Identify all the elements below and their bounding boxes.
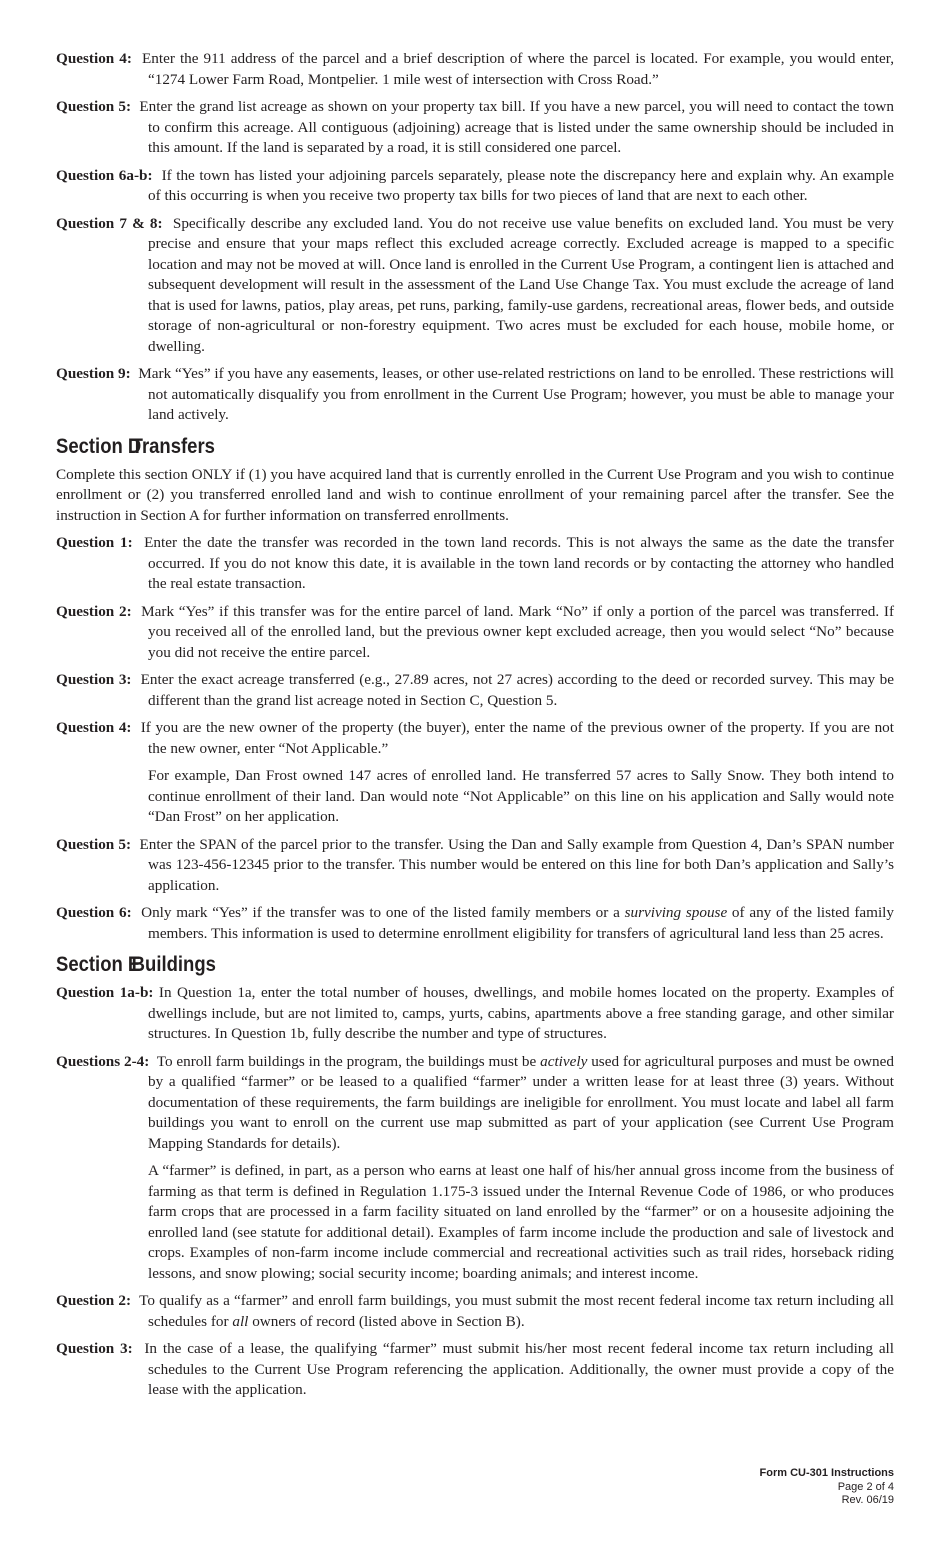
question-label: Question 2:	[56, 1292, 132, 1309]
question-text: Mark “Yes” if you have any easements, leases, or other use-related restrictions on land to be enrolled. These restrictions will not automatically disqualify you from enrollment in the Current Use Program; however, you must be able to manage your land actively.	[138, 365, 895, 423]
question-text: Mark “Yes” if this transfer was for the entire parcel of land. Mark “No” if only a portion of the parcel was transferred. If you received all of the enrolled land, but the previous owner kept excluded acreage, then you would select “No” because you did not receive the entire parcel.	[141, 602, 894, 661]
question-item	[56, 364, 894, 426]
question-text: Enter the date the transfer was recorded in the town land records. This is not always the same as the date the transfer occurred. If you do not know this date, it is available in the town land records or by contacting the attorney who handled the real estate transaction.	[144, 534, 895, 592]
question-label: Question 3:	[56, 1340, 133, 1357]
question-text: Enter the exact acreage transferred (e.g., 27.89 acres, not 27 acres) according to the deed or recorded survey. This may be different than the grand list acreage noted in Section C, Question 5.	[140, 671, 894, 709]
question-label: Question 1a-b:	[56, 984, 154, 1001]
question-item	[56, 718, 894, 759]
question-label: Questions 2-4:	[56, 1052, 150, 1070]
question-text: To enroll farm buildings in the program, the buildings must be	[156, 1052, 541, 1070]
question-label: Question 6a-b:	[56, 166, 153, 184]
question-item	[56, 533, 894, 595]
question-text: Enter the 911 address of the parcel and a brief description of where the parcel is located. For example, you would enter, “1274 Lower Farm Road, Montpelier. 1 mile west of intersection with Cross Road.”	[142, 50, 894, 88]
question-text: Specifically describe any excluded land. You do not receive use value benefits on excluded land. You must be very precise and ensure that your maps reflect this excluded acreage correctly. Excluded acreage is mapped to a specific location and may not be moved at will. Once land is enrolled in the Current Use Program, a contingent lien is attached and subsequent development will result in the assessment of the Land Use Change Tax. You must exclude the acreage of land that is used for lawns, patios, play areas, pet runs, parking, family-use gardens, recreational areas, flower beds, and outside storage of non-agricultural or non-forestry equipment. Two acres must be excluded for each house, mobile home, or dwelling.	[148, 214, 895, 355]
question-item	[56, 903, 894, 944]
question-item	[56, 670, 894, 711]
question-text: Enter the SPAN of the parcel prior to the transfer. Using the Dan and Sally example from Question 4, Dan’s SPAN number was 123-456-12345 prior to the transfer. This number would be entered on this line for both Dan’s application and Sally’s application.	[139, 835, 894, 894]
question-item	[56, 49, 894, 90]
question-label: Question 9:	[56, 365, 131, 382]
question-text: If you are the new owner of the property (the buyer), enter the name of the previous owner of the property. If you are not the new owner, enter “Not Applicable.”	[140, 719, 894, 757]
question-item	[56, 97, 894, 159]
question-text: Only mark “Yes” if the transfer was to one of the listed family members or a	[141, 904, 625, 921]
question-example: For example, Dan Frost owned 147 acres of enrolled land. He transferred 57 acres to Sally Snow. They both intend to continue enrollment of their land. Dan would note “Not Applicable” on this line on his application and Sally would note “Dan Frost” on her application.	[148, 767, 894, 825]
question-label: Question 5:	[56, 98, 132, 115]
question-label: Question 7 & 8:	[56, 214, 163, 232]
section-e-heading	[56, 951, 777, 977]
question-item	[56, 835, 894, 897]
section-title: Buildings	[131, 952, 216, 976]
page-number: Page 2 of 4	[837, 1480, 894, 1493]
question-text: In the case of a lease, the qualifying “farmer” must submit his/her most recent federal income tax return including all schedules to the Current Use Program referencing the application. Additionally, the owner must provide a copy of the lease with the application.	[144, 1340, 894, 1398]
question-label: Question 4:	[56, 50, 132, 67]
question-text: To qualify as a “farmer” and enroll farm buildings, you must submit the most recent federal income tax return including all schedules for	[139, 1292, 894, 1330]
question-item	[56, 214, 894, 358]
section-d-intro: Complete this section ONLY if (1) you have acquired land that is currently enrolled in the Current Use Program and you wish to continue enrollment or (2) you transferred enrolled land and wish to continue enrollment of your remaining parcel after the transfer. See the instruction in Section A for further information on transferred enrollments.	[56, 465, 894, 524]
question-label: Question 4:	[56, 719, 132, 736]
section-title: Transfers	[131, 433, 215, 458]
question-item	[56, 983, 894, 1045]
emphasis-text: surviving spouse	[624, 904, 728, 921]
question-text: If the town has listed your adjoining parcels separately, please note the discrepancy here and explain why. An example of this occurring is when you receive two property tax bills for two pieces of land that are next to each other.	[148, 166, 895, 204]
page-footer	[760, 1467, 894, 1508]
question-text: of any of the listed family members. This information is used to determine enrollment eligibility for transfers of agricultural land less than 25 acres.	[148, 904, 894, 942]
farmer-definition: A “farmer” is defined, in part, as a person who earns at least one half of his/her annual gross income from the business of farming as that term is defined in Regulation 1.175-3 issued under the Internal Revenue Code of 1986, or who produces farm crops that are processed in a farm facility situated on land enrolled by the “farmer” or on a housesite adjoining the enrolled land (see statute for additional detail). Examples of farm income include the production and sale of livestock and crops. Examples of non-farm income include commercial and recreational activities such as trail rides, horseback riding lessons, and snow plowing; social security income; boarding animals; and interest income.	[148, 1162, 894, 1282]
question-item	[56, 1291, 894, 1332]
question-item	[56, 1052, 894, 1155]
question-label: Question 5:	[56, 835, 132, 853]
question-text: owners of record (listed above in Section B).	[248, 1312, 525, 1330]
section-number: Section E	[56, 952, 141, 976]
instructions-page	[56, 49, 894, 1401]
form-name: Form CU-301 Instructions	[759, 1467, 894, 1479]
question-label: Question 3:	[56, 671, 132, 688]
question-label: Question 6:	[56, 904, 132, 921]
emphasis-text: actively	[540, 1052, 588, 1070]
question-item	[56, 166, 894, 207]
emphasis-text: all	[232, 1312, 249, 1330]
question-label: Question 1:	[56, 534, 133, 551]
revision-date: Rev. 06/19	[841, 1494, 894, 1506]
question-text: In Question 1a, enter the total number of houses, dwellings, and mobile homes located on the property. Examples of dwellings include, but are not limited to, camps, yurts, cabins, apartments above a free standing garage, and other similar structures. In Question 1b, fully describe the number and type of structures.	[148, 984, 895, 1042]
question-text: Enter the grand list acreage as shown on your property tax bill. If you have a new parcel, you will need to contact the town to confirm this acreage. All contiguous (adjoining) acreage that is listed under the same ownership should be included in this amount. If the land is separated by a road, it is still considered one parcel.	[139, 98, 894, 156]
question-text: used for agricultural purposes and must be owned by a qualified “farmer” or be leased to a qualified “farmer” under a written lease for at least three (3) years. Without documentation of these requirements, the farm buildings are ineligible for enrollment. You must locate and label all farm buildings you want to enroll on the current use map submitted as part of your application (see Current Use Program Mapping Standards for details).	[148, 1052, 894, 1152]
question-label: Question 2:	[56, 602, 132, 620]
section-number: Section D	[56, 433, 142, 458]
section-d-heading	[56, 433, 777, 459]
question-item	[56, 1339, 894, 1401]
question-item	[56, 602, 894, 664]
